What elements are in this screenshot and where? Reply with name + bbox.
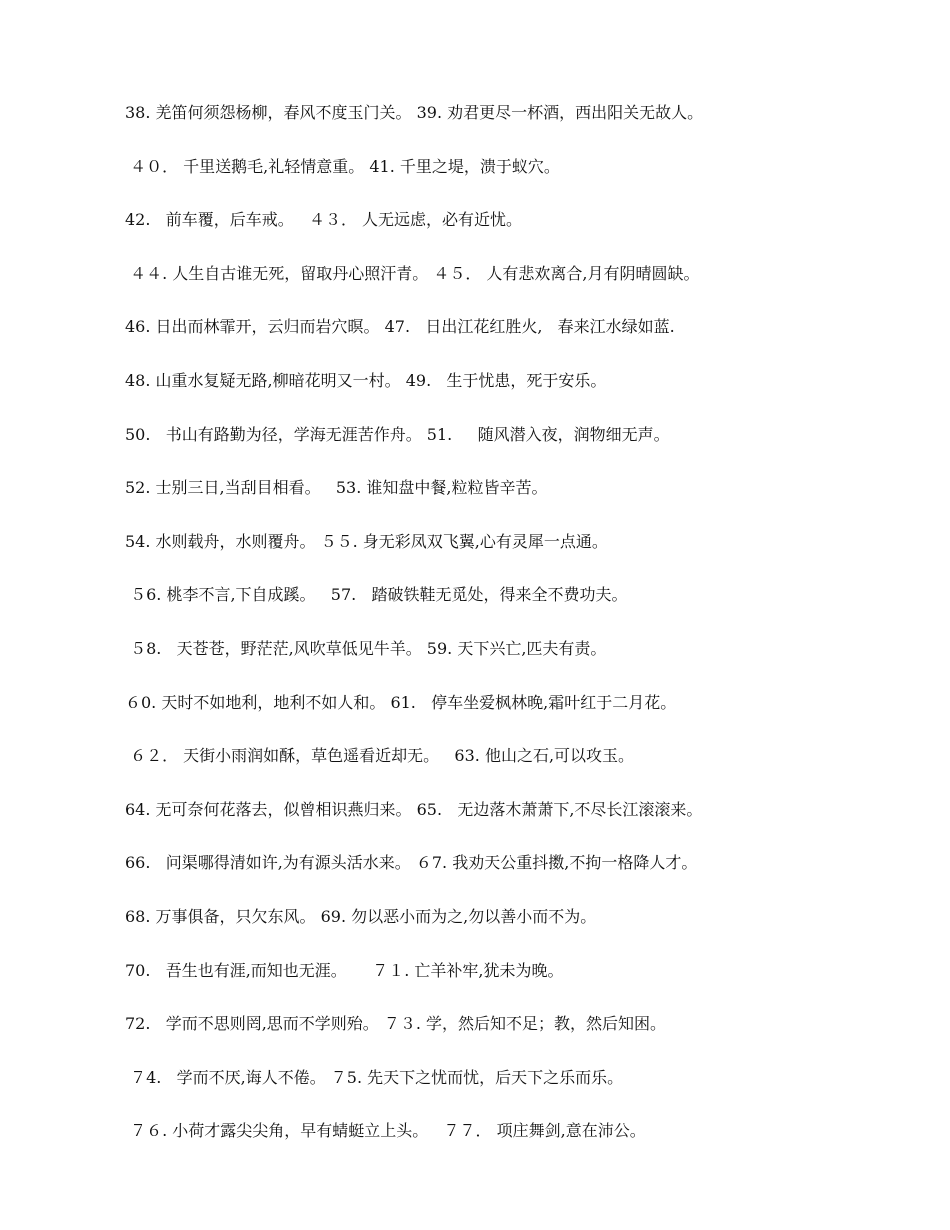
text-line: ４０． 千里送鹅毛,礼轻情意重。 41. 千里之堤，溃于蚁穴。 [125,156,560,176]
text-line: 48. 山重水复疑无路,柳暗花明又一村。 49. 生于忧患，死于安乐。 [125,370,607,390]
text-line: 68. 万事俱备，只欠东风。 69. 勿以恶小而为之,勿以善小而不为。 [125,906,597,926]
text-line: 50. 书山有路勤为径，学海无涯苦作舟。 51. 随风潜入夜，润物细无声。 [125,424,670,444]
text-line: ６２． 天街小雨润如酥，草色遥看近却无。 63. 他山之石,可以攻玉。 [125,746,635,766]
text-line: ５8. 天苍苍，野茫茫,风吹草低见牛羊。 59. 天下兴亡,匹夫有责。 [125,638,607,658]
text-line: 70. 吾生也有涯,而知也无涯。 ７１. 亡羊补牢,犹未为晚。 [125,960,564,980]
text-line: ４４. 人生自古谁无死，留取丹心照汗青。 ４５． 人有悲欢离合,月有阴晴圆缺。 [125,263,700,283]
text-line: ７６. 小荷才露尖尖角，早有蜻蜓立上头。 ７７． 项庄舞剑,意在沛公。 [125,1121,646,1141]
text-line: 72. 学而不思则罔,思而不学则殆。 ７３. 学，然后知不足；教，然后知困。 [125,1014,667,1034]
text-line: 52. 士别三日,当刮目相看。 53. 谁知盘中餐,粒粒皆辛苦。 [125,478,548,498]
text-line: 46. 日出而林霏开，云归而岩穴暝。 47. 日出江花红胜火, 春来江水绿如蓝. [125,317,675,337]
text-line: 54. 水则载舟，水则覆舟。 ５５. 身无彩凤双飞翼,心有灵犀一点通。 [125,531,608,551]
text-line: 38. 羌笛何须怨杨柳，春风不度玉门关。 39. 劝君更尽一杯酒，西出阳关无故人。 [125,103,704,122]
text-line: ５6. 桃李不言,下自成蹊。 57. 踏破铁鞋无觅处，得来全不费功夫。 [125,585,628,605]
text-line: 66. 问渠哪得清如许,为有源头活水来。 ６7. 我劝天公重抖擞,不拘一格降人才。 [125,853,698,873]
text-line: ７4. 学而不厌,诲人不倦。 ７5. 先天下之忧而忧，后天下之乐而乐。 [125,1067,624,1087]
text-line: ６0. 天时不如地利，地利不如人和。 61. 停车坐爱枫林晚,霜叶红于二月花。 [125,692,677,712]
text-line: 64. 无可奈何花落去，似曾相识燕归来。 65. 无边落木萧萧下,不尽长江滚滚来。 [125,799,703,819]
proverb-list [125,100,915,1172]
text-line: 42. 前车覆，后车戒。 ４３． 人无远虑，必有近忧。 [125,210,523,230]
